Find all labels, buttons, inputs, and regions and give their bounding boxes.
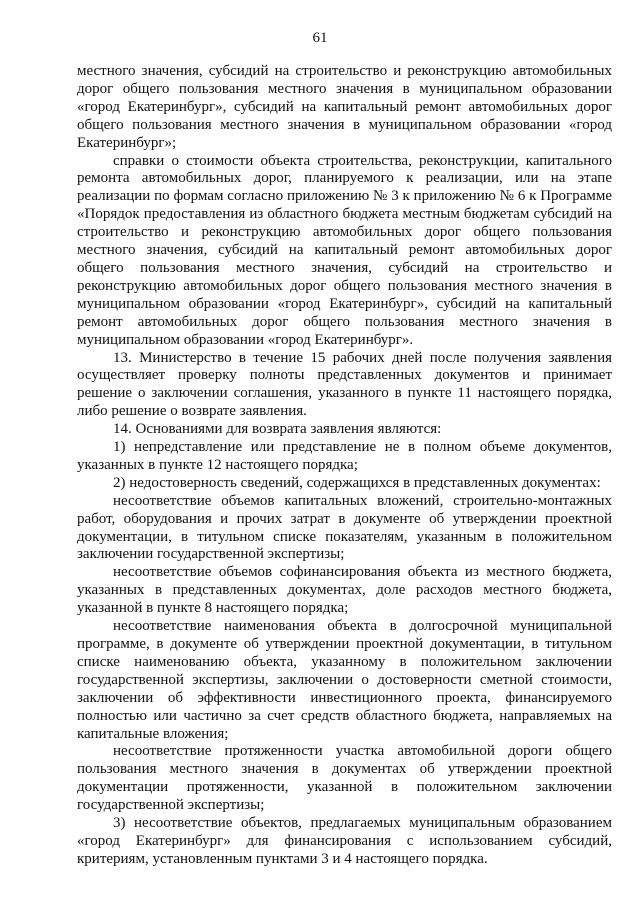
paragraph-7: несоответствие объемов капитальных вложений, строительно-монтажных работ, оборудования и прочих затрат в документе об утверждении проектной документации, в титульном списке показателям, указанным в положительном заключении государственной экспертизы; <box>77 492 612 563</box>
paragraph-6: 2) недостоверность сведений, содержащихся в представленных документах: <box>113 474 601 491</box>
paragraph-3: 13. Министерство в течение 15 рабочих дней после получения заявления осуществляет проверку полноты представленных документов и принимает решение о заключении соглашения, указанного в пункте 11 настоящего порядка, либо решение о возврате заявления. <box>77 349 612 420</box>
document-body <box>77 63 612 869</box>
paragraph-8: несоответствие объемов софинансирования объекта из местного бюджета, указанных в представленных документах, доле расходов местного бюджета, указанной в пункте 8 настоящего порядка; <box>77 564 612 617</box>
paragraph-1: местного значения, субсидий на строительство и реконструкцию автомобильных дорог общего пользования местного значения в муниципальном образовании «город Екатеринбург», субсидий на капитальный ремонт автомобильных дорог общего пользования местного значения в муниципальном образовании «город Екатеринбург»; <box>77 63 612 151</box>
paragraph-5: 1) непредставление или представление не в полном объеме документов, указанных в пункте 12 настоящего порядка; <box>77 439 612 473</box>
paragraph-11: 3) несоответствие объектов, предлагаемых муниципальным образованием «город Екатеринбург» для финансирования с использованием субсидий, критериям, установленным пунктами 3 и 4 настоящего порядка. <box>77 815 612 867</box>
paragraph-4: 14. Основаниями для возврата заявления являются: <box>113 421 442 438</box>
paragraph-9: несоответствие наименования объекта в долгосрочной муниципальной программе, в документе об утверждении проектной документации, в титульном списке наименованию объекта, указанному в положительном заключении государственной экспертизы, заключении о достоверности сметной стоимости, заключении об эффективности инвестиционного проекта, финансируемого полностью или частично за счет средств областного бюджета, направляемых на капитальные вложения; <box>77 618 612 742</box>
paragraph-2: справки о стоимости объекта строительства, реконструкции, капитального ремонта автомобильных дорог, планируемого к реализации, или на этапе реализации по формам согласно приложению № 3 к приложению № 6 к Программе «Порядок предоставления из областного бюджета местным бюджетам субсидий на строительство и реконструкцию автомобильных дорог общего пользования местного значения, субсидий на капитальный ремонт автомобильных дорог общего пользования местного значения, субсидий на строительство и реконструкцию автомобильных дорог общего пользования местного значения в муниципальном образовании «город Екатеринбург», субсидий на капитальный ремонт автомобильных дорог общего пользования местного значения в муниципальном образовании «город Екатеринбург». <box>77 152 612 348</box>
page-number: 61 <box>312 30 328 46</box>
paragraph-10: несоответствие протяженности участка автомобильной дороги общего пользования местного значения в документах об утверждении проектной документации протяженности, указанной в положительном заключении государственной экспертизы; <box>77 743 612 814</box>
